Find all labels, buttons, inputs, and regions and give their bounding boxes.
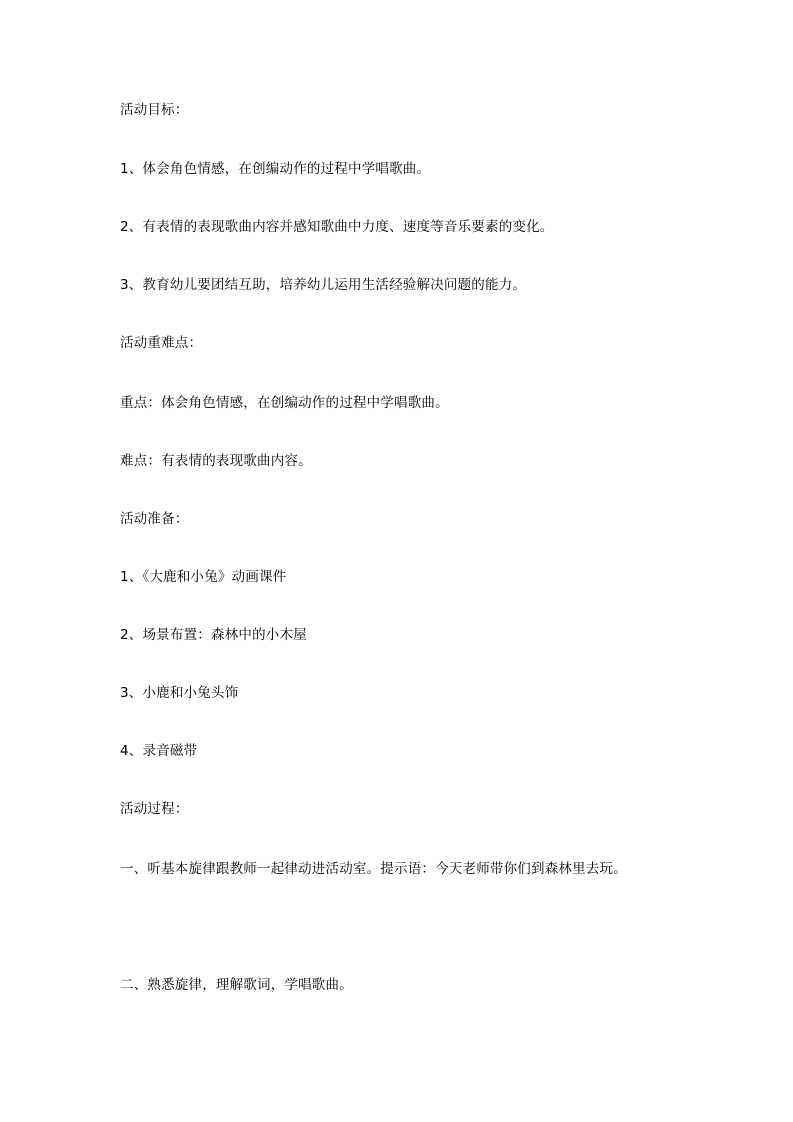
process-step-1: 一、听基本旋律跟教师一起律动进活动室。提示语：今天老师带你们到森林里去玩。	[120, 861, 627, 877]
heading-activity-preparation: 活动准备：	[120, 511, 189, 527]
goal-item-1: 1、体会角色情感，在创编动作的过程中学唱歌曲。	[120, 161, 431, 177]
goal-item-2: 2、有表情的表现歌曲内容并感知歌曲中力度、速度等音乐要素的变化。	[120, 219, 554, 235]
preparation-item-4: 4、录音磁带	[120, 743, 198, 759]
goal-item-3: 3、教育幼儿要团结互助，培养幼儿运用生活经验解决问题的能力。	[120, 277, 527, 293]
preparation-item-3: 3、小鹿和小兔头饰	[120, 685, 239, 701]
heading-activity-process: 活动过程：	[120, 801, 189, 817]
preparation-item-1: 1、《大鹿和小兔》动画课件	[120, 569, 287, 585]
preparation-item-2: 2、场景布置：森林中的小木屋	[120, 627, 307, 643]
heading-key-difficult-points: 活动重难点：	[120, 335, 203, 351]
key-point: 重点：体会角色情感，在创编动作的过程中学唱歌曲。	[120, 395, 449, 411]
difficult-point: 难点：有表情的表现歌曲内容。	[120, 453, 312, 469]
heading-activity-goals: 活动目标：	[120, 102, 189, 118]
process-step-2: 二、熟悉旋律，理解歌词，学唱歌曲。	[120, 977, 353, 993]
